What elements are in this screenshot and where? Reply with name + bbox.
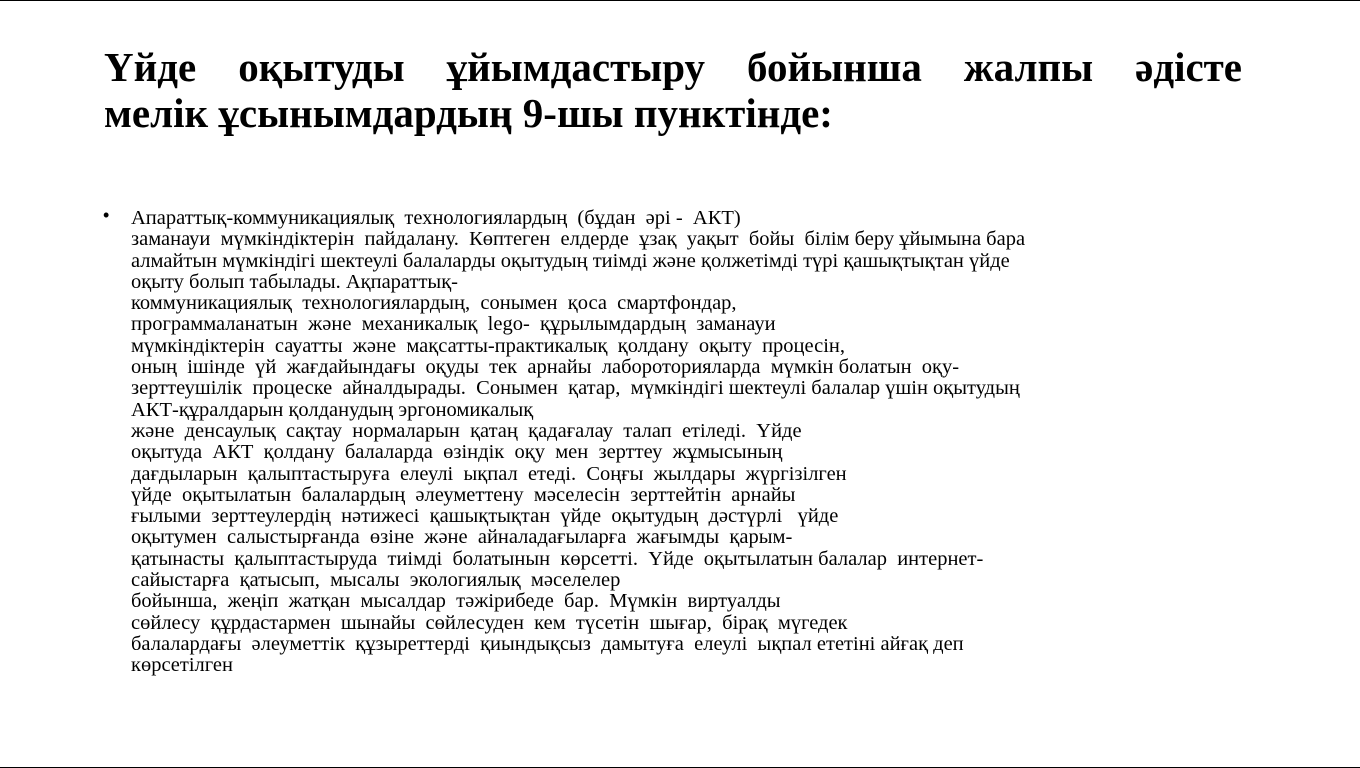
title-line-1: Үйде оқытуды ұйымдастыру бойынша жалпы әдісте <box>104 44 1242 90</box>
title-line-2: мелік ұсынымдардың 9-шы пунктінде: <box>104 90 833 136</box>
body-line: үйде оқытылатын балалардың әлеуметтену мәселесін зерттейтін арнайы <box>131 483 796 506</box>
body-line: зерттеушілік процеске айналдырады. Сонымен қатар, мүмкіндігі шектеулі балалар үшін оқытудың <box>131 377 1020 400</box>
body-line: ғылыми зерттеулердің нәтижесі қашықтықтан үйде оқытудың дәстүрлі үйде <box>131 505 839 528</box>
body-line: сөйлесу құрдастармен шынайы сөйлесуден кем түсетін шығар, бірақ мүгедек <box>131 611 848 634</box>
body-line: оқыту болып табылады. Ақпараттық- <box>131 270 458 293</box>
body-line: коммуникациялық технологиялардың, сонымен қоса смартфондар, <box>131 292 737 315</box>
body-line: оның ішінде үй жағдайындағы оқуды тек арнайы лабороторияларда мүмкін болатын оқу- <box>131 356 960 379</box>
bullet-point: • <box>103 205 110 225</box>
body-line: көрсетілген <box>131 654 233 677</box>
body-line: АКТ-құралдарын қолданудың эргономикалық <box>131 398 534 421</box>
body-line: және денсаулық сақтау нормаларын қатаң қадағалау талап етіледі. Үйде <box>131 419 802 442</box>
slide-title <box>104 44 1242 136</box>
body-line: Апараттық-коммуникациялық технологиялардың (бұдан әрі - АКТ) <box>131 207 741 229</box>
body-line: алмайтын мүмкіндігі шектеулі балаларды оқытудың тиімді және қолжетімді түрі қашықтықтан үйде <box>131 249 1010 272</box>
body-line: программаланатын және механикалық lego- құрылымдардың заманауи <box>131 313 776 336</box>
body-line: балалардағы әлеуметтік құзыреттерді қиындықсыз дамытуға елеулі ықпал ететіні айғақ деп <box>131 632 964 655</box>
body-line: оқытуда АКТ қолдану балаларда өзіндік оқу мен зерттеу жұмысының <box>131 441 783 464</box>
body-text <box>131 208 1025 677</box>
body-line: заманауи мүмкіндіктерін пайдалану. Көптеген елдерде ұзақ уақыт бойы білім беру ұйымына бара <box>131 228 1026 251</box>
body-line: мүмкіндіктерін сауатты және мақсатты-практикалық қолдану оқыту процесін, <box>131 334 846 357</box>
body-line: сайыстарға қатысып, мысалы экологиялық мәселелер <box>131 569 621 592</box>
body-line: дағдыларын қалыптастыруға елеулі ықпал етеді. Соңғы жылдары жүргізілген <box>131 462 847 485</box>
body-line: оқытумен салыстырғанда өзіне және айналадағыларға жағымды қарым- <box>131 526 793 549</box>
body-line: қатынасты қалыптастыруда тиімді болатынын көрсетті. Үйде оқытылатын балалар интернет- <box>131 547 984 570</box>
body-line: бойынша, жеңіп жатқан мысалдар тәжірибеде бар. Мүмкін виртуалды <box>131 590 781 613</box>
